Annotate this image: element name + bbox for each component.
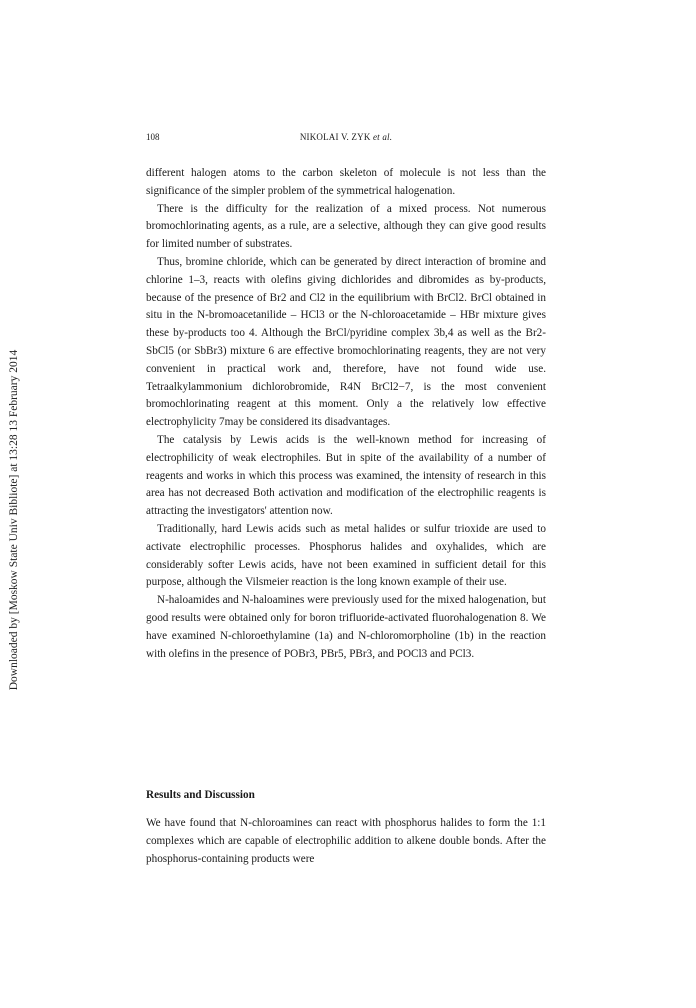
paragraph-5-text: Traditionally, hard Lewis acids such as metal halides or sulfur trioxide are used to activate electrophilic processes. Phosphorus halides and oxyhalides, which are considerably softer Lewis acids, have not been examined in sufficient detail for this purpose, although the Vilsmeier reaction is the long known example of their use. bbox=[146, 522, 546, 589]
paragraph-6-text: N-haloamides and N-haloamines were previously used for the mixed halogenation, but good results were obtained only for boron trifluoride-activated fluorohalogenation 8. We have examined N-chloroethylamine (1a) and N-chloromorpholine (1b) in the reaction with olefins in the presence of POBr3, PBr5, PBr3, and POCl3 and PCl3. bbox=[146, 594, 546, 660]
page-number: 108 bbox=[146, 132, 160, 142]
paragraph-4-text: The catalysis by Lewis acids is the well-known method for increasing of electrophilicity of weak electrophiles. But in spite of the availability of a number of reagents and works in which this process was examined, the intensity of research in this area has not decreased Both activation and modification of the electrophilic reagents is attracting the investigators' attention now. bbox=[146, 433, 546, 518]
paragraph-4 bbox=[146, 432, 546, 521]
running-head-author: NIKOLAI V. ZYK bbox=[299, 132, 371, 142]
body-text bbox=[146, 165, 546, 663]
results-paragraph: We have found that N-chloroamines can react with phosphorus halides to form the 1:1 complexes which are capable of electrophilic addition to alkene double bonds. After the phosphorus-containing products were bbox=[146, 817, 546, 865]
results-body bbox=[146, 815, 546, 868]
paragraph-1-text: different halogen atoms to the carbon skeleton of molecule is not less than the significance of the simpler problem of the symmetrical halogenation. bbox=[146, 167, 546, 197]
paragraph-3 bbox=[146, 254, 546, 432]
paragraph-2 bbox=[146, 201, 546, 254]
running-head-title bbox=[146, 130, 546, 144]
running-head-etal: et al. bbox=[372, 132, 393, 142]
section-heading: Results and Discussion bbox=[146, 789, 255, 801]
paragraph-2-text: There is the difficulty for the realization of a mixed process. Not numerous bromochlorinating agents, as a rule, are a selective, although they can give good results for limited number of substrates. bbox=[146, 202, 546, 251]
paragraph-1 bbox=[146, 165, 546, 201]
paragraph-5 bbox=[146, 521, 546, 592]
running-head bbox=[146, 130, 546, 144]
paragraph-3-text: Thus, bromine chloride, which can be generated by direct interaction of bromine and chlorine 1–3, reacts with olefins giving dichlorides and dibromides as by-products, because of the presence of Br2 and Cl2 in the equilibrium with BrCl2. BrCl obtained in situ in the N-bromoacetanilide – HCl3 or the N-chloroacetamide – HBr mixture gives these by-products too 4. Although the BrCl/pyridine complex 3b,4 as well as the Br2-SbCl5 (or SbBr3) mixture 6 are effective bromochlorinating reagents, they are not very convenient in practical work and, therefore, have not found wide use. Tetraalkylammonium dichlorobromide, R4N BrCl2−7, is the most convenient bromochlorinating reagent at this moment. Only a the relatively low effective electrophylicity 7may be considered its disadvantages. bbox=[146, 255, 546, 429]
paragraph-6 bbox=[146, 592, 546, 663]
download-watermark: Downloaded by [Moskow State Univ Bibliote] at 13:28 13 February 2014 bbox=[8, 349, 20, 691]
